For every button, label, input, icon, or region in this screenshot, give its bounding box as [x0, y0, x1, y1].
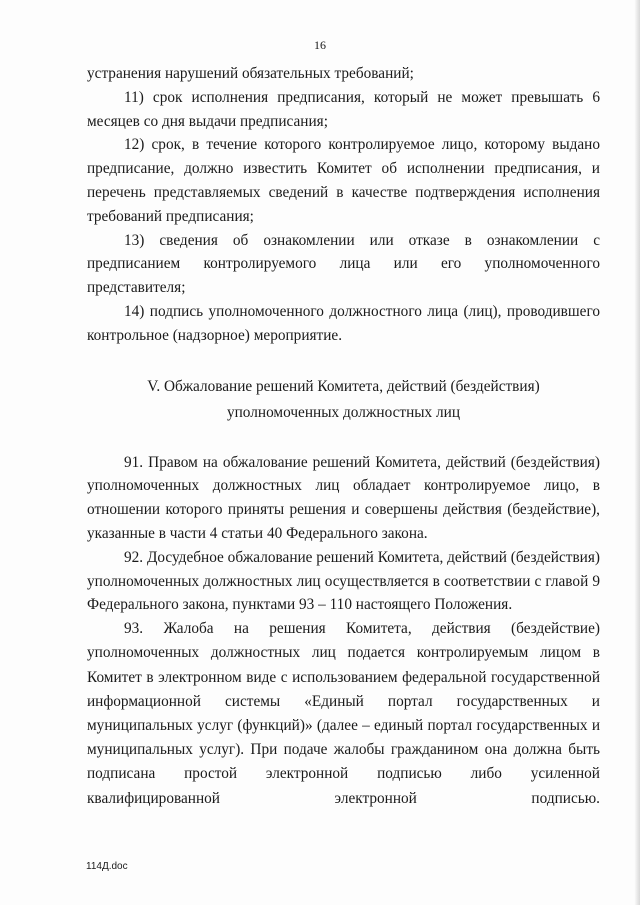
list-item-10-continuation: устранения нарушений обязательных требований; [87, 65, 414, 82]
list-item-14: 14) подпись уполномоченного должностного лица (лиц), проводившего контрольное (надзорное) мероприятие. [87, 302, 600, 344]
paragraph-93: 93. Жалоба на решения Комитета, действия (бездействие) уполномоченных должностных лиц подается контролируемым лицом в Комитет в электронном виде с использованием федеральной государственной информационной системы «Единый портал государственных и муниципальных услуг (функций)» (далее – единый портал государственных и муниципальных услуг). При подаче жалобы гражданином она должна быть подписана простой электронной подписью либо усиленной квалифицированной электронной подписью. [87, 620, 600, 807]
paragraph-91: 91. Правом на обжалование решений Комитета, действий (бездействия) уполномоченных должностных лиц обладает контролируемое лицо, в отношении которого приняты решения и совершены действия (бездействие), указанные в части 4 статьи 40 Федерального закона. [87, 453, 600, 542]
page-number: 16 [314, 38, 326, 52]
list-item-11: 11) срок исполнения предписания, который не может превышать 6 месяцев со дня выдачи предписания; [87, 88, 600, 130]
footer-filename: 114Д.doc [86, 861, 128, 872]
document-body [87, 62, 600, 811]
page-edge-shadow [634, 0, 640, 905]
paragraph-92: 92. Досудебное обжалование решений Комитета, действий (бездействия) уполномоченных должностных лиц осуществляется в соответствии с главой 9 Федерального закона, пунктами 93 – 110 настоящего Положения. [87, 548, 600, 614]
list-item-13: 13) сведения об ознакомлении или отказе в ознакомлении с предписанием контролируемого лица или его уполномоченного представителя; [87, 231, 600, 297]
section-title-line-1: V. Обжалование решений Комитета, действий (бездействия) [147, 377, 540, 395]
section-title-line-2: уполномоченных должностных лиц [226, 403, 461, 421]
list-item-12: 12) срок, в течение которого контролируемое лицо, которому выдано предписание, должно известить Комитет об исполнении предписания, и перечень представляемых сведений в качестве подтверждения исполнения требований предписания; [87, 136, 600, 225]
section-heading [87, 374, 600, 426]
